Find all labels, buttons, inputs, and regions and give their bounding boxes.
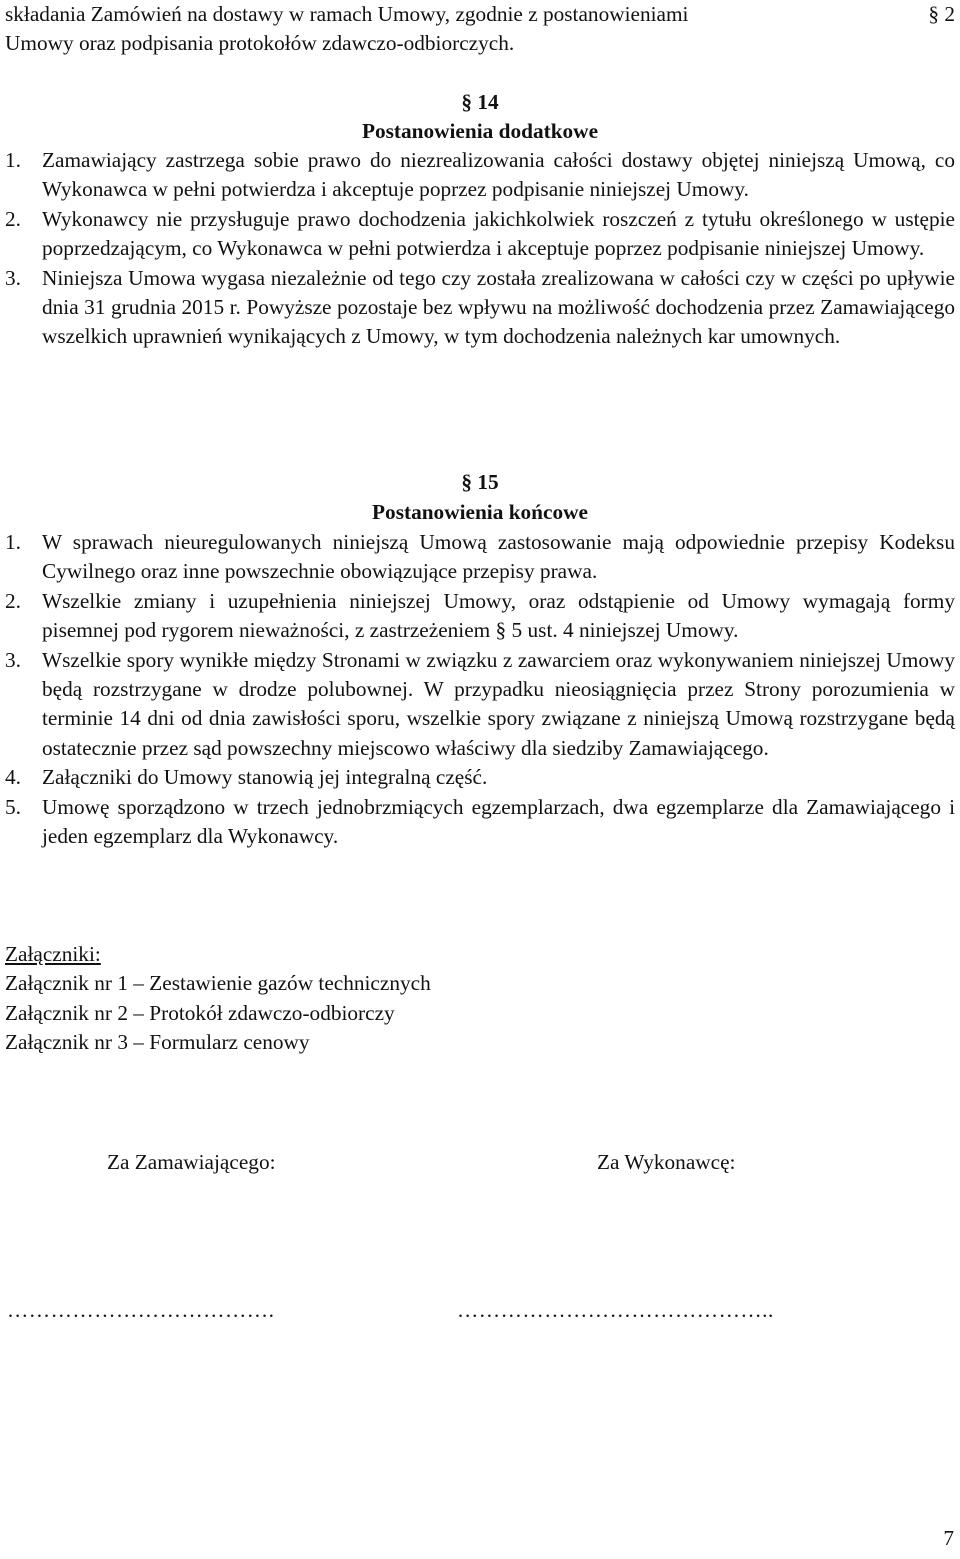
item-number: 4. bbox=[5, 765, 21, 790]
section-15-title: Postanowienia końcowe bbox=[372, 500, 588, 524]
item-text: Wykonawcy nie przysługuje prawo dochodzenia jakichkolwiek roszczeń z tytułu określonego w ustępie poprzedzającym, co Wykonawca w pełni potwierdza i akceptuje poprzez podpisanie niniejszej Umowy. bbox=[42, 206, 955, 261]
attachments-heading: Załączniki: bbox=[5, 942, 101, 966]
item-text: Wszelkie zmiany i uzupełnienia niniejszej Umowy, oraz odstąpienie od Umowy wymagają formy pisemnej pod rygorem nieważności, z zastrzeżeniem § 5 ust. 4 niniejszej Umowy. bbox=[42, 588, 955, 643]
intro-paragraph bbox=[5, 0, 955, 59]
list-item bbox=[5, 146, 955, 205]
signature-label-orderer: Za Zamawiającego: bbox=[107, 1150, 276, 1174]
item-text: Wszelkie spory wynikłe między Stronami w związku z zawarciem oraz wykonywaniem niniejszej Umowy będą rozstrzygane w drodze polubownej. W przypadku nieosiągnięcia przez Strony porozumienia w terminie 14 dni od dnia zawisłości sporu, wszelkie spory związane z niniejszą Umową rozstrzygane będą ostatecznie przez sąd powszechny miejscowo właściwy dla siedziby Zamawiającego. bbox=[42, 647, 955, 760]
list-item bbox=[5, 205, 955, 264]
item-text: Zamawiający zastrzega sobie prawo do niezrealizowania całości dostawy objętej niniejszą Umową, co Wykonawca w pełni potwierdza i akceptuje poprzez podpisanie niniejszej Umowy. bbox=[42, 148, 955, 202]
item-number: 2. bbox=[5, 206, 21, 231]
list-item bbox=[5, 587, 955, 646]
section-15-number: § 15 bbox=[461, 470, 499, 494]
item-number: 3. bbox=[5, 265, 21, 290]
section-14-list bbox=[5, 146, 955, 352]
list-item bbox=[5, 264, 955, 352]
signature-line-contractor: …………………………………….. bbox=[457, 1298, 774, 1322]
list-item bbox=[5, 646, 955, 764]
item-number: 5. bbox=[5, 794, 21, 819]
section-15-list bbox=[5, 528, 955, 851]
item-text: Załączniki do Umowy stanowią jej integralną część. bbox=[42, 765, 488, 790]
list-item bbox=[5, 763, 955, 792]
attachment-item: Załącznik nr 1 – Zestawienie gazów technicznych bbox=[5, 971, 431, 996]
attachments-list bbox=[5, 940, 905, 1058]
item-number: 3. bbox=[5, 647, 21, 672]
section-14-number: § 14 bbox=[461, 90, 499, 114]
item-text: Niniejsza Umowa wygasa niezależnie od tego czy została zrealizowana w całości czy w części po upływie dnia 31 grudnia 2015 r. Powyższe pozostaje bez wpływu na możliwość dochodzenia przez Zamawiającego wszelkich uprawnień wynikających z Umowy, w tym dochodzenia należnych kar umownych. bbox=[42, 265, 955, 349]
intro-line-2: Umowy oraz podpisania protokołów zdawczo-odbiorczych. bbox=[5, 31, 515, 56]
signature-label-contractor: Za Wykonawcę: bbox=[597, 1150, 736, 1174]
signature-line-orderer: ………………………………. bbox=[7, 1298, 275, 1322]
attachment-item: Załącznik nr 2 – Protokół zdawczo-odbiorczy bbox=[5, 1000, 395, 1025]
intro-text-1: składania Zamówień na dostawy w ramach Umowy, zgodnie z postanowieniami bbox=[5, 2, 689, 26]
item-number: 1. bbox=[5, 148, 21, 172]
intro-line-1 bbox=[5, 0, 955, 29]
item-number: 2. bbox=[5, 588, 21, 613]
attachment-item: Załącznik nr 3 – Formularz cenowy bbox=[5, 1030, 310, 1055]
item-text: Umowę sporządzono w trzech jednobrzmiących egzemplarzach, dwa egzemplarze dla Zamawiającego i jeden egzemplarz dla Wykonawcy. bbox=[42, 794, 955, 849]
list-item bbox=[5, 793, 955, 852]
intro-section-ref: § 2 bbox=[928, 2, 955, 26]
item-text: W sprawach nieuregulowanych niniejszą Umową zastosowanie mają odpowiednie przepisy Kodeksu Cywilnego oraz inne powszechnie obowiązujące przepisy prawa. bbox=[42, 530, 955, 584]
page-number: 7 bbox=[943, 1526, 954, 1550]
section-14-title: Postanowienia dodatkowe bbox=[361, 119, 599, 143]
list-item bbox=[5, 528, 955, 587]
item-number: 1. bbox=[5, 530, 21, 554]
